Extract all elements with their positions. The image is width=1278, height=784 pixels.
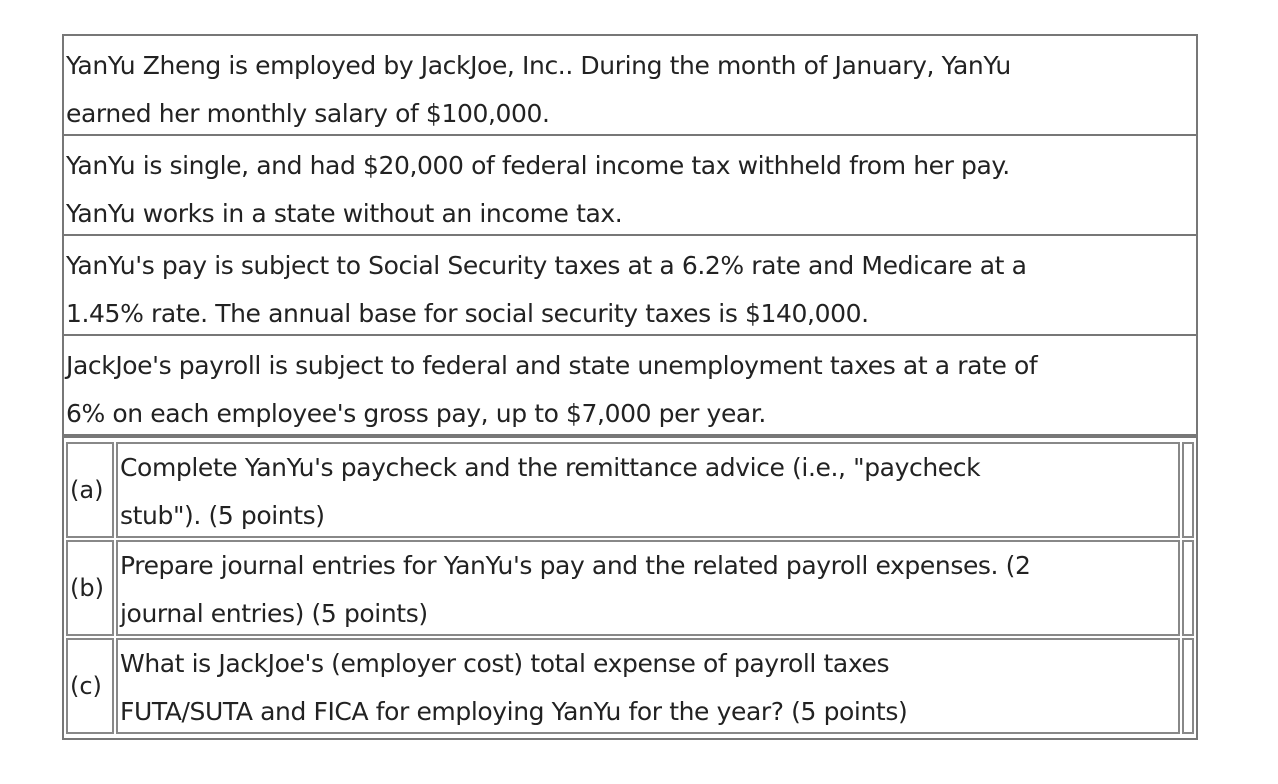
problem-document — [62, 34, 1198, 740]
questions-table — [62, 436, 1198, 740]
question-label-c: (c) — [66, 638, 114, 734]
question-text-a — [116, 442, 1180, 538]
question-text-b — [116, 540, 1180, 636]
question-label-a: (a) — [66, 442, 114, 538]
question-c-line-2: FUTA/SUTA and FICA for employing YanYu for the year? (5 points) — [120, 697, 908, 726]
question-a-line-1: Complete YanYu's paycheck and the remittance advice (i.e., "paycheck — [120, 453, 981, 482]
question-cell-end-b — [1182, 540, 1194, 636]
question-row-a — [66, 442, 1194, 538]
scenario-2-line-2: YanYu works in a state without an income tax. — [66, 199, 623, 228]
scenario-4-line-2: 6% on each employee's gross pay, up to $7,000 per year. — [66, 399, 766, 428]
question-c-line-1: What is JackJoe's (employer cost) total expense of payroll taxes — [120, 649, 890, 678]
scenario-4-line-1: JackJoe's payroll is subject to federal and state unemployment taxes at a rate of — [66, 351, 1038, 380]
scenario-3-line-1: YanYu's pay is subject to Social Security taxes at a 6.2% rate and Medicare at a — [66, 251, 1027, 280]
question-a-line-2: stub"). (5 points) — [120, 501, 325, 530]
scenario-3-line-2: 1.45% rate. The annual base for social security taxes is $140,000. — [66, 299, 869, 328]
scenario-table — [62, 34, 1198, 436]
question-row-b — [66, 540, 1194, 636]
scenario-paragraph-1 — [64, 36, 1196, 136]
question-row-c — [66, 638, 1194, 734]
scenario-paragraph-4 — [64, 336, 1196, 436]
question-cell-end-c — [1182, 638, 1194, 734]
question-label-b: (b) — [66, 540, 114, 636]
scenario-1-line-1: YanYu Zheng is employed by JackJoe, Inc.. During the month of January, YanYu — [66, 51, 1011, 80]
question-b-line-1: Prepare journal entries for YanYu's pay and the related payroll expenses. (2 — [120, 551, 1031, 580]
scenario-1-line-2: earned her monthly salary of $100,000. — [66, 99, 550, 128]
question-b-line-2: journal entries) (5 points) — [120, 599, 428, 628]
scenario-paragraph-2 — [64, 136, 1196, 236]
scenario-2-line-1: YanYu is single, and had $20,000 of federal income tax withheld from her pay. — [66, 151, 1010, 180]
scenario-paragraph-3 — [64, 236, 1196, 336]
question-text-c — [116, 638, 1180, 734]
question-cell-end-a — [1182, 442, 1194, 538]
